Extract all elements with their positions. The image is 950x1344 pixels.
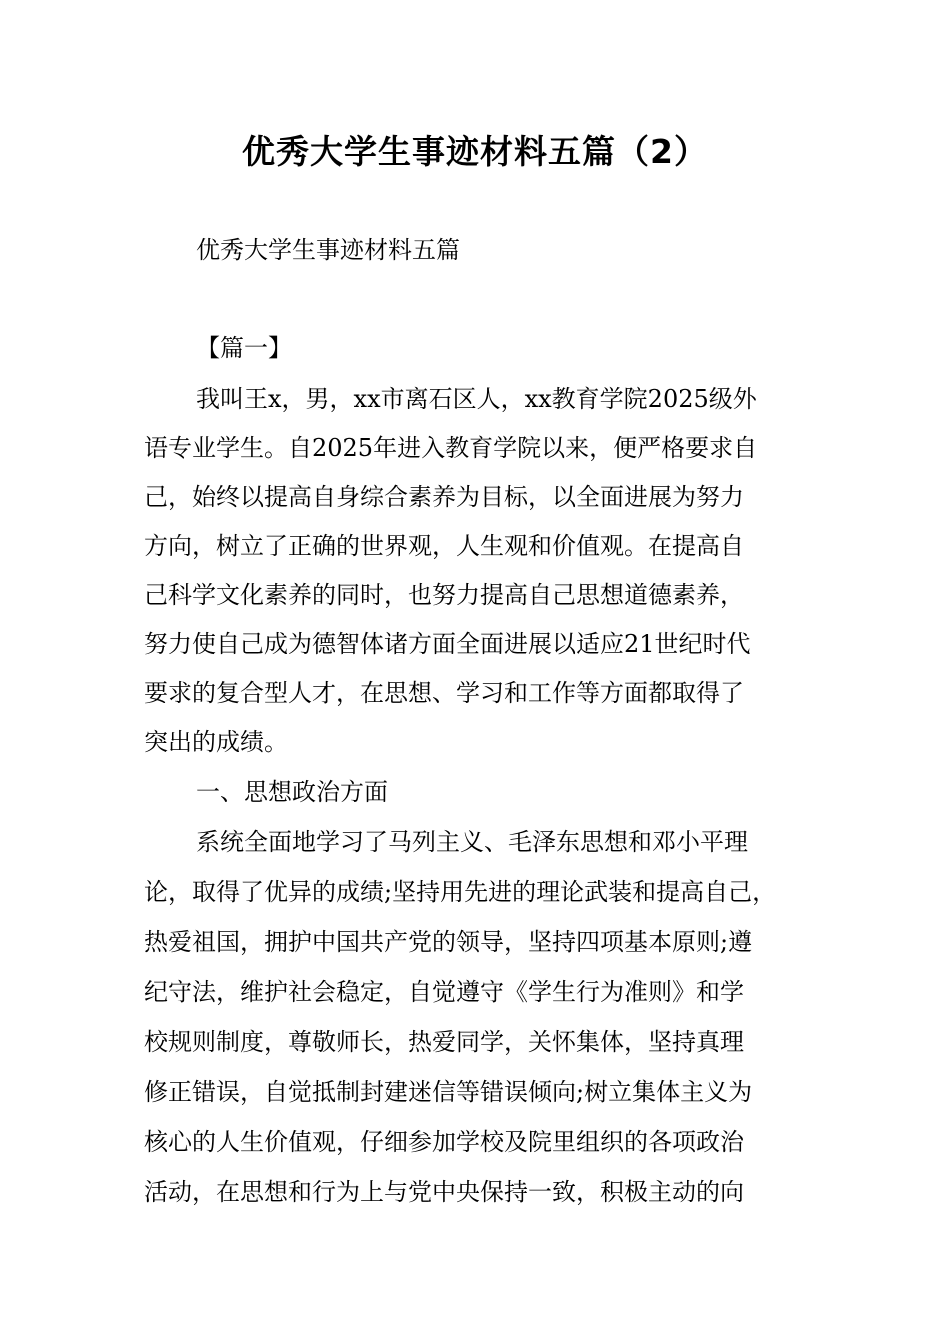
paragraph-line: 突出的成绩。: [144, 728, 288, 756]
paragraph-line: 要求的复合型人才，在思想、学习和工作等方面都取得了: [144, 679, 744, 707]
paragraph-line: 核心的人生价值观，仔细参加学校及院里组织的各项政治: [144, 1128, 744, 1156]
paragraph-line: 纪守法，维护社会稳定，自觉遵守《学生行为准则》和学: [144, 978, 744, 1006]
paragraph-line: 系统全面地学习了马列主义、毛泽东思想和邓小平理: [196, 828, 748, 856]
document-title: 优秀大学生事迹材料五篇（2）: [242, 132, 708, 171]
paragraph-line: 校规则制度，尊敬师长，热爱同学，关怀集体，坚持真理: [144, 1028, 744, 1056]
section-label: 【篇一】: [196, 334, 292, 362]
paragraph-line: 努力使自己成为德智体诸方面全面进展以适应21世纪时代: [144, 630, 751, 658]
paragraph-line: 我叫王x，男，xx市离石区人，xx教育学院2025级外: [196, 385, 757, 413]
paragraph-line: 己，始终以提高自身综合素养为目标，以全面进展为努力: [144, 483, 744, 511]
section-heading: 一、思想政治方面: [196, 778, 388, 806]
paragraph-line: 语专业学生。自2025年进入教育学院以来，便严格要求自: [144, 434, 758, 462]
paragraph-line: 活动，在思想和行为上与党中央保持一致，积极主动的向: [144, 1178, 744, 1206]
document-subtitle: 优秀大学生事迹材料五篇: [196, 236, 460, 264]
paragraph-line: 方向，树立了正确的世界观，人生观和价值观。在提高自: [144, 532, 744, 560]
paragraph-line: 修正错误，自觉抵制封建迷信等错误倾向;树立集体主义为: [144, 1078, 753, 1106]
paragraph-line: 论，取得了优异的成绩;坚持用先进的理论武装和提高自己，: [144, 878, 777, 906]
paragraph-line: 热爱祖国，拥护中国共产党的领导，坚持四项基本原则;遵: [144, 928, 753, 956]
paragraph-line: 己科学文化素养的同时，也努力提高自己思想道德素养，: [144, 581, 744, 609]
